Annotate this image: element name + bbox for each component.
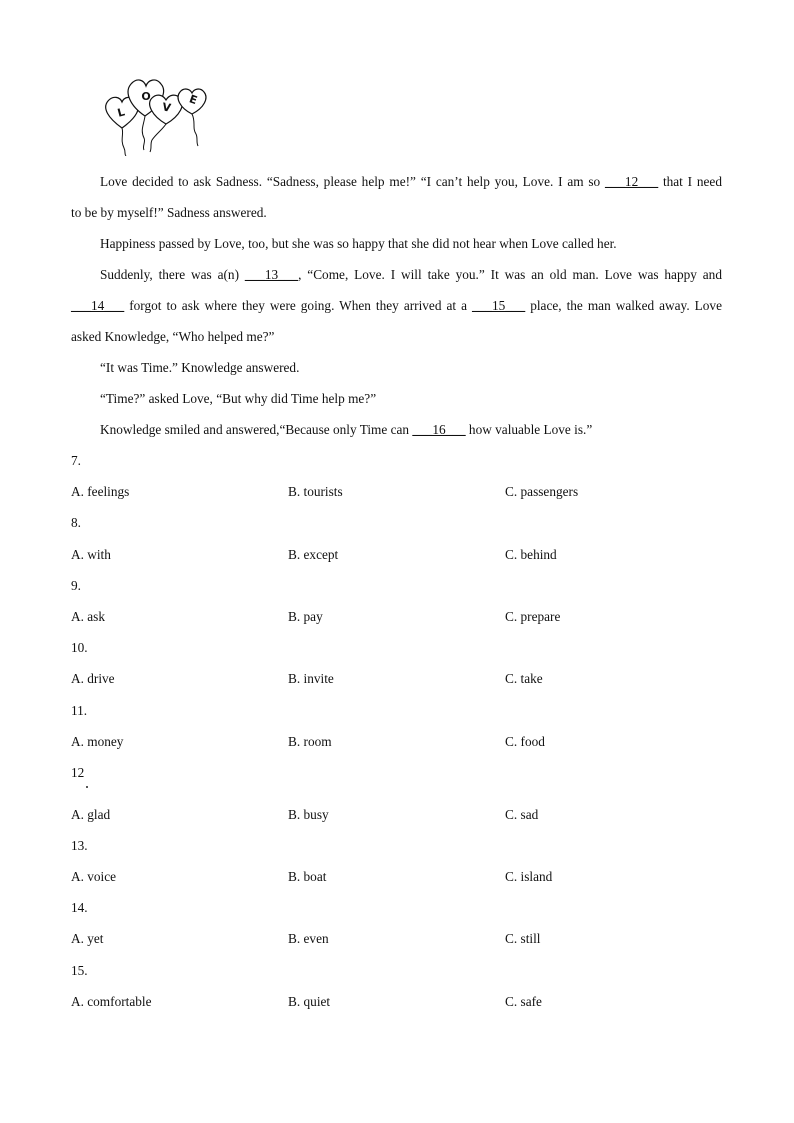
option-c[interactable]: C. sad: [505, 807, 539, 822]
question-number: 7.: [71, 453, 81, 468]
passage-paragraph: “Time?” asked Love, “But why did Time help me?”: [100, 391, 377, 406]
question-number: 12: [71, 765, 85, 780]
option-a[interactable]: A. ask: [71, 609, 105, 624]
passage-text: , “Come, Love. I will take you.” It was an old man. Love was happy and: [298, 267, 722, 282]
option-a[interactable]: A. money: [71, 734, 124, 749]
option-b[interactable]: B. pay: [288, 609, 323, 624]
blank-16: ___16___: [412, 422, 466, 437]
passage-line: [71, 259, 722, 290]
blank-12: ___12___: [604, 174, 659, 189]
question-number: 8.: [71, 515, 81, 530]
option-b[interactable]: B. invite: [288, 671, 334, 686]
option-b[interactable]: B. tourists: [288, 484, 343, 499]
option-b[interactable]: B. room: [288, 734, 332, 749]
option-c[interactable]: C. prepare: [505, 609, 561, 624]
option-c[interactable]: C. safe: [505, 994, 542, 1009]
question-number: 15.: [71, 963, 88, 978]
option-a[interactable]: A. voice: [71, 869, 117, 884]
passage-paragraph: Happiness passed by Love, too, but she was so happy that she did not hear when Love called her.: [100, 236, 617, 251]
passage-text: that I need: [658, 174, 722, 189]
question-number: 10.: [71, 640, 88, 655]
stray-period: [86, 786, 88, 788]
option-b[interactable]: B. even: [288, 931, 329, 946]
option-a[interactable]: A. feelings: [71, 484, 130, 499]
option-c[interactable]: C. passengers: [505, 484, 579, 499]
option-a[interactable]: A. comfortable: [71, 994, 152, 1009]
option-c[interactable]: C. take: [505, 671, 543, 686]
option-c[interactable]: C. behind: [505, 547, 557, 562]
passage-text: how valuable Love is.”: [465, 422, 593, 437]
passage-text: place, the man walked away. Love: [525, 298, 722, 313]
passage-text: forgot to ask where they were going. When they arrived at a: [124, 298, 472, 313]
question-number: 11.: [71, 703, 88, 718]
passage-text: Knowledge smiled and answered,“Because only Time can: [100, 422, 413, 437]
option-a[interactable]: A. drive: [71, 671, 115, 686]
passage-paragraph: [71, 414, 722, 445]
option-c[interactable]: C. food: [505, 734, 545, 749]
option-a[interactable]: A. with: [71, 547, 111, 562]
logo-letter-e: E: [187, 92, 199, 108]
passage-line: [71, 166, 722, 197]
logo-letter-o: O: [141, 90, 151, 103]
blank-14: ___14___: [71, 298, 125, 313]
passage-line: to be by myself!” Sadness answered.: [71, 205, 267, 220]
logo-letter-l: L: [116, 105, 127, 120]
passage-line: [71, 290, 722, 321]
passage-paragraph: “It was Time.” Knowledge answered.: [100, 360, 300, 375]
question-number: 14.: [71, 900, 88, 915]
option-b[interactable]: B. except: [288, 547, 339, 562]
blank-13: ___13___: [244, 267, 299, 282]
option-c[interactable]: C. island: [505, 869, 553, 884]
logo-letter-v: V: [161, 100, 172, 115]
option-b[interactable]: B. quiet: [288, 994, 331, 1009]
option-c[interactable]: C. still: [505, 931, 541, 946]
passage-text: Love decided to ask Sadness. “Sadness, please help me!” “I can’t help you, Love. I am so: [100, 174, 605, 189]
passage-text: Suddenly, there was a(n): [100, 267, 245, 282]
option-a[interactable]: A. glad: [71, 807, 111, 822]
question-number: 13.: [71, 838, 88, 853]
passage-line: asked Knowledge, “Who helped me?”: [71, 329, 275, 344]
option-b[interactable]: B. boat: [288, 869, 327, 884]
question-number: 9.: [71, 578, 81, 593]
blank-15: ___15___: [472, 298, 526, 313]
option-b[interactable]: B. busy: [288, 807, 329, 822]
option-a[interactable]: A. yet: [71, 931, 104, 946]
love-balloons-illustration: [100, 70, 210, 156]
